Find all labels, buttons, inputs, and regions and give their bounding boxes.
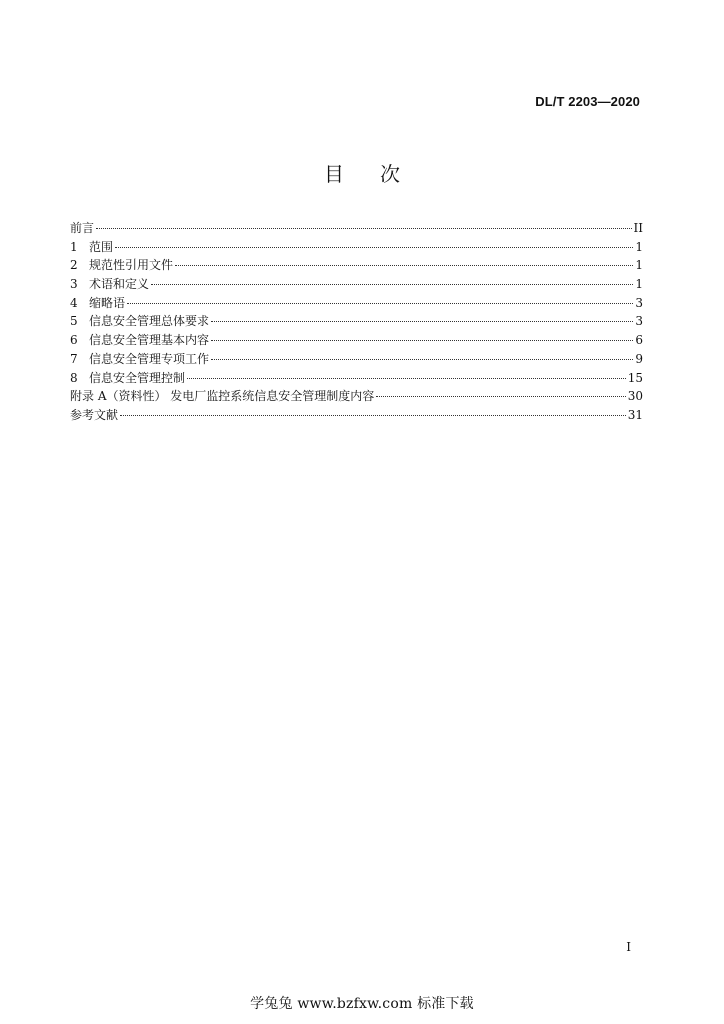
toc-dot-leader: [175, 265, 633, 266]
toc-entry-page: 1: [635, 277, 643, 292]
toc-entry-title: 范围: [89, 239, 114, 254]
toc-entry-bibliography[interactable]: [70, 406, 643, 425]
toc-entry-number: 7: [70, 351, 78, 366]
toc-dot-leader: [211, 321, 633, 322]
toc-entry-terms-definitions[interactable]: [70, 275, 643, 294]
toc-entry-title: 前言: [70, 221, 95, 235]
toc-entry-abbreviations[interactable]: [70, 294, 643, 313]
toc-entry-page: 3: [635, 295, 643, 310]
toc-entry-title: 信息安全管理总体要求: [89, 314, 210, 329]
toc-dot-leader: [120, 415, 626, 416]
toc-dot-leader: [376, 396, 625, 397]
toc-entry-title: 附录 A（资料性） 发电厂监控系统信息安全管理制度内容: [70, 389, 375, 404]
toc-title: 目次: [324, 162, 436, 186]
toc-dot-leader: [187, 378, 626, 379]
toc-entry-number: 3: [70, 277, 78, 292]
toc-entry-page: II: [633, 221, 643, 235]
standard-code: DL/T 2203—2020: [535, 94, 640, 109]
toc-entry-page: 6: [635, 333, 643, 348]
toc-entry-number: 8: [70, 370, 78, 385]
toc-dot-leader: [127, 303, 633, 304]
toc-entry-number: 6: [70, 333, 78, 348]
toc-entry-number: 1: [70, 239, 78, 254]
toc-entry-title: 术语和定义: [89, 277, 150, 292]
toc-dot-leader: [96, 228, 632, 229]
watermark-text: 学兔兔 www.bzfxw.com 标准下载: [250, 996, 474, 1012]
toc-dot-leader: [151, 284, 633, 285]
toc-entry-general-requirements[interactable]: [70, 312, 643, 331]
toc-dot-leader: [115, 247, 633, 248]
toc-entry-title: 参考文献: [70, 407, 119, 422]
toc-entry-management-control[interactable]: [70, 369, 643, 388]
toc-dot-leader: [211, 359, 633, 360]
toc-entry-page: 30: [627, 389, 643, 404]
toc-entry-scope[interactable]: [70, 238, 643, 257]
toc-entry-page: 1: [635, 258, 643, 273]
toc-entry-page: 9: [635, 351, 643, 366]
toc-entry-title: 信息安全管理控制: [89, 370, 186, 385]
toc-entry-title: 信息安全管理基本内容: [89, 333, 210, 348]
toc-entry-page: 31: [627, 407, 643, 422]
toc-entry-page: 3: [635, 314, 643, 329]
toc-entry-appendix-a[interactable]: [70, 387, 643, 406]
toc-dot-leader: [211, 340, 633, 341]
toc-entry-foreword[interactable]: [70, 219, 643, 238]
toc-entry-title: 信息安全管理专项工作: [89, 351, 210, 366]
toc-entry-page: 1: [635, 239, 643, 254]
toc-entry-normative-references[interactable]: [70, 256, 643, 275]
toc-entry-page: 15: [627, 370, 643, 385]
toc-entry-basic-content[interactable]: [70, 331, 643, 350]
toc-entry-number: 2: [70, 258, 78, 273]
toc-entry-title: 缩略语: [89, 295, 126, 310]
toc-entry-number: 5: [70, 314, 78, 329]
page-folio: I: [626, 940, 631, 954]
toc-entry-title: 规范性引用文件: [89, 258, 174, 273]
toc-entry-number: 4: [70, 295, 78, 310]
table-of-contents: [70, 219, 643, 425]
toc-entry-special-work[interactable]: [70, 350, 643, 369]
